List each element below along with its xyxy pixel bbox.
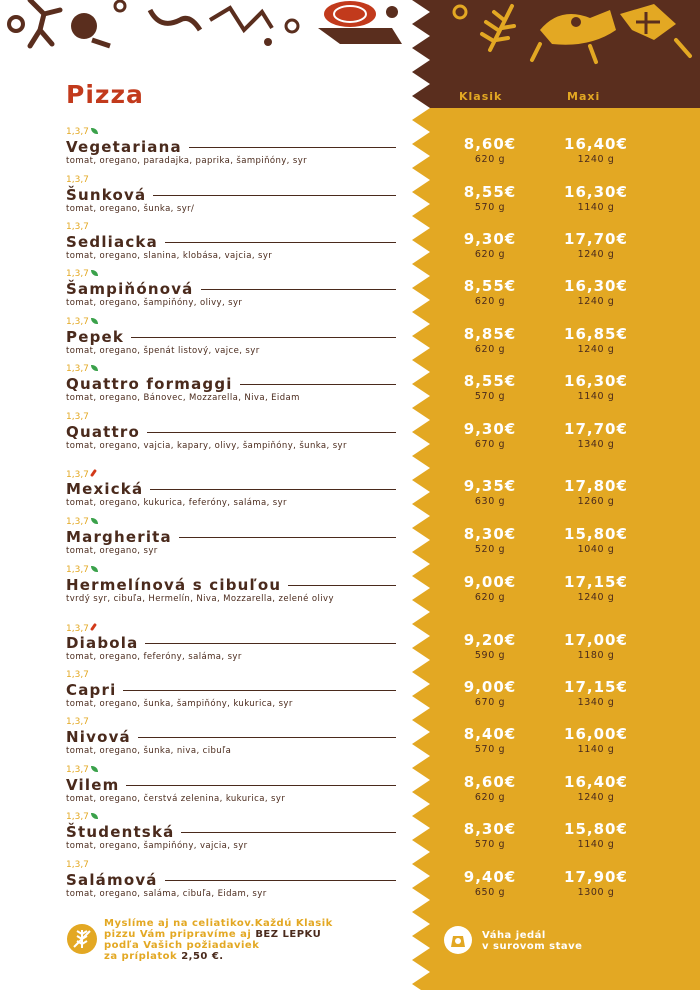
allergen-codes: 1,3,7 (66, 470, 89, 480)
maxi-price: 16,30€ (564, 277, 628, 295)
maxi-weight: 1300 g (577, 887, 615, 898)
pizza-name: Študentská (66, 823, 175, 841)
pizza-name: Mexická (66, 480, 144, 498)
klasik-weight: 620 g (474, 249, 506, 260)
pizza-ingredients: tomat, oregano, šampiňóny, olivy, syr (66, 298, 243, 308)
allergen-codes: 1,3,7 (66, 222, 89, 232)
dotted-leader (179, 537, 396, 538)
maxi-weight: 1240 g (577, 592, 615, 603)
maxi-price: 17,15€ (564, 678, 628, 696)
klasik-weight: 620 g (474, 344, 506, 355)
pizza-ingredients: tomat, oregano, čerstvá zelenina, kukurica, syr (66, 794, 286, 804)
weight-note (482, 930, 582, 952)
pizza-name: Vegetariana (66, 138, 182, 156)
allergens (66, 317, 410, 328)
allergen-codes: 1,3,7 (66, 175, 89, 185)
klasik-weight: 630 g (474, 496, 506, 507)
leaf-icon (91, 813, 98, 819)
pizza-name: Šampiňónová (66, 280, 194, 298)
dotted-leader (201, 289, 396, 290)
pizza-name: Nivová (66, 728, 131, 746)
allergen-codes: 1,3,7 (66, 670, 89, 680)
allergens (66, 175, 410, 186)
pizza-ingredients: tomat, oregano, šampiňóny, vajcia, syr (66, 841, 248, 851)
scale-icon (444, 926, 472, 954)
allergen-codes: 1,3,7 (66, 812, 89, 822)
klasik-weight: 620 g (474, 592, 506, 603)
allergens (66, 127, 410, 138)
klasik-price: 8,60€ (463, 773, 517, 791)
leaf-icon (91, 566, 98, 572)
leaf-icon (91, 766, 98, 772)
pizza-name: Diabola (66, 634, 139, 652)
klasik-price: 9,20€ (463, 631, 517, 649)
klasik-price: 8,40€ (463, 725, 517, 743)
maxi-weight: 1140 g (577, 839, 615, 850)
gluten-free-icon (67, 924, 97, 954)
maxi-price: 16,30€ (564, 183, 628, 201)
klasik-weight: 650 g (474, 887, 506, 898)
gluten-note-price: 2,50 €. (181, 951, 224, 962)
klasik-weight: 620 g (474, 154, 506, 165)
menu-item (66, 222, 410, 261)
allergens (66, 860, 410, 871)
dotted-leader (288, 585, 396, 586)
dotted-leader (165, 880, 396, 881)
klasik-weight: 570 g (474, 839, 506, 850)
maxi-weight: 1240 g (577, 296, 615, 307)
dotted-leader (150, 489, 396, 490)
pizza-ingredients: tomat, oregano, šunka, niva, cibuľa (66, 746, 232, 756)
allergen-codes: 1,3,7 (66, 765, 89, 775)
maxi-weight: 1260 g (577, 496, 615, 507)
maxi-weight: 1240 g (577, 344, 615, 355)
pizza-ingredients: tomat, oregano, Bánovec, Mozzarella, Niva, Eidam (66, 393, 300, 403)
allergens (66, 222, 410, 233)
allergen-codes: 1,3,7 (66, 364, 89, 374)
menu-item (66, 565, 410, 604)
menu-item (66, 717, 410, 756)
allergen-codes: 1,3,7 (66, 517, 89, 527)
dotted-leader (181, 832, 396, 833)
column-header-klasik: Klasik (459, 90, 503, 103)
maxi-weight: 1340 g (577, 697, 615, 708)
maxi-weight: 1340 g (577, 439, 615, 450)
gluten-note-line1: Myslíme aj na celiatikov.Každú Klasik (104, 918, 333, 929)
maxi-weight: 1180 g (577, 650, 615, 661)
pizza-name: Vilem (66, 776, 120, 794)
allergen-codes: 1,3,7 (66, 317, 89, 327)
pizza-name: Quattro formaggi (66, 375, 233, 393)
allergens (66, 565, 410, 576)
dotted-leader (165, 242, 396, 243)
allergens (66, 412, 410, 423)
maxi-weight: 1240 g (577, 249, 615, 260)
pizza-ingredients: tomat, oregano, saláma, cibuľa, Eidam, syr (66, 889, 267, 899)
allergens (66, 517, 410, 528)
klasik-price: 8,30€ (463, 525, 517, 543)
menu-item (66, 812, 410, 851)
menu-item (66, 765, 410, 804)
dotted-leader (123, 690, 396, 691)
klasik-weight: 590 g (474, 650, 506, 661)
maxi-price: 15,80€ (564, 820, 628, 838)
klasik-weight: 620 g (474, 792, 506, 803)
pizza-name: Pepek (66, 328, 125, 346)
maxi-price: 16,00€ (564, 725, 628, 743)
allergen-codes: 1,3,7 (66, 860, 89, 870)
column-header-maxi: Maxi (567, 90, 601, 103)
dotted-leader (138, 737, 396, 738)
klasik-price: 8,85€ (463, 325, 517, 343)
pizza-ingredients: tomat, oregano, šunka, syr/ (66, 204, 195, 214)
klasik-price: 9,35€ (463, 477, 517, 495)
maxi-weight: 1140 g (577, 744, 615, 755)
allergens (66, 765, 410, 776)
menu-item (66, 623, 410, 662)
allergens (66, 364, 410, 375)
leaf-icon (91, 128, 98, 134)
maxi-weight: 1240 g (577, 154, 615, 165)
allergen-codes: 1,3,7 (66, 717, 89, 727)
allergens (66, 269, 410, 280)
maxi-price: 17,80€ (564, 477, 628, 495)
leaf-icon (91, 318, 98, 324)
pizza-name: Sedliacka (66, 233, 158, 251)
allergens (66, 623, 410, 634)
klasik-weight: 570 g (474, 391, 506, 402)
tribal-decoration-left (0, 0, 420, 58)
pizza-name: Šunková (66, 186, 147, 204)
menu-item (66, 127, 410, 166)
allergen-codes: 1,3,7 (66, 624, 89, 634)
pizza-ingredients: tomat, oregano, syr (66, 546, 158, 556)
menu-item (66, 175, 410, 214)
menu-item (66, 269, 410, 308)
weight-note-line2: v surovom stave (482, 941, 583, 952)
allergens (66, 670, 410, 681)
dotted-leader (145, 643, 396, 644)
gluten-note-line4: za príplatok (104, 951, 182, 962)
maxi-price: 16,40€ (564, 773, 628, 791)
klasik-price: 8,55€ (463, 372, 517, 390)
maxi-price: 17,70€ (564, 230, 628, 248)
leaf-icon (91, 270, 98, 276)
klasik-price: 9,30€ (463, 420, 517, 438)
page-title: Pizza (66, 80, 144, 109)
klasik-price: 8,60€ (463, 135, 517, 153)
chili-icon (90, 623, 97, 631)
pizza-name: Quattro (66, 423, 140, 441)
klasik-weight: 670 g (474, 439, 506, 450)
dotted-leader (131, 337, 396, 338)
gluten-note-bold: BEZ LEPKU (255, 929, 322, 940)
menu-item (66, 317, 410, 356)
menu-item (66, 670, 410, 709)
allergen-codes: 1,3,7 (66, 127, 89, 137)
klasik-price: 9,00€ (463, 573, 517, 591)
pizza-name: Capri (66, 681, 117, 699)
pizza-ingredients: tomat, oregano, kukurica, feferóny, saláma, syr (66, 498, 287, 508)
maxi-price: 17,70€ (564, 420, 628, 438)
klasik-price: 8,55€ (463, 183, 517, 201)
gluten-note-line3: podľa Vašich požiadaviek (104, 940, 260, 951)
pizza-ingredients: tomat, oregano, slanina, klobása, vajcia, syr (66, 251, 273, 261)
klasik-price: 8,55€ (463, 277, 517, 295)
menu-item (66, 517, 410, 556)
klasik-weight: 520 g (474, 544, 506, 555)
chili-icon (90, 469, 97, 477)
klasik-weight: 620 g (474, 296, 506, 307)
tribal-decoration-right (440, 0, 700, 70)
maxi-weight: 1140 g (577, 202, 615, 213)
leaf-icon (91, 518, 98, 524)
weight-note-line1: Váha jedál (482, 930, 546, 941)
klasik-weight: 570 g (474, 744, 506, 755)
maxi-price: 17,15€ (564, 573, 628, 591)
maxi-price: 17,00€ (564, 631, 628, 649)
pizza-ingredients: tomat, oregano, šunka, šampiňóny, kukurica, syr (66, 699, 293, 709)
dotted-leader (240, 384, 396, 385)
pizza-name: Salámová (66, 871, 158, 889)
allergens (66, 717, 410, 728)
klasik-price: 8,30€ (463, 820, 517, 838)
maxi-price: 17,90€ (564, 868, 628, 886)
pizza-ingredients: tvrdý syr, cibuľa, Hermelín, Niva, Mozzarella, zelené olivy (66, 594, 334, 604)
pizza-name: Hermelínová s cibuľou (66, 576, 282, 594)
klasik-weight: 570 g (474, 202, 506, 213)
dotted-leader (147, 432, 396, 433)
maxi-weight: 1040 g (577, 544, 615, 555)
pizza-ingredients: tomat, oregano, feferóny, saláma, syr (66, 652, 242, 662)
pizza-ingredients: tomat, oregano, vajcia, kapary, olivy, šampiňóny, šunka, syr (66, 441, 347, 451)
pizza-ingredients: tomat, oregano, paradajka, paprika, šampiňóny, syr (66, 156, 308, 166)
dotted-leader (189, 147, 396, 148)
menu-item (66, 860, 410, 899)
allergen-codes: 1,3,7 (66, 412, 89, 422)
gluten-note-line2: pizzu Vám pripravíme aj (104, 929, 256, 940)
maxi-price: 15,80€ (564, 525, 628, 543)
allergens (66, 469, 410, 480)
menu-item (66, 412, 410, 451)
zigzag-edge (408, 0, 444, 990)
klasik-weight: 670 g (474, 697, 506, 708)
maxi-price: 16,85€ (564, 325, 628, 343)
menu-item (66, 469, 410, 508)
maxi-weight: 1240 g (577, 792, 615, 803)
maxi-price: 16,40€ (564, 135, 628, 153)
klasik-price: 9,30€ (463, 230, 517, 248)
allergens (66, 812, 410, 823)
dotted-leader (126, 785, 396, 786)
allergen-codes: 1,3,7 (66, 269, 89, 279)
leaf-icon (91, 365, 98, 371)
maxi-weight: 1140 g (577, 391, 615, 402)
klasik-price: 9,00€ (463, 678, 517, 696)
pizza-name: Margherita (66, 528, 172, 546)
klasik-price: 9,40€ (463, 868, 517, 886)
pizza-ingredients: tomat, oregano, špenát listový, vajce, syr (66, 346, 260, 356)
menu-item (66, 364, 410, 403)
allergen-codes: 1,3,7 (66, 565, 89, 575)
gluten-free-note (104, 918, 333, 962)
dotted-leader (153, 195, 396, 196)
maxi-price: 16,30€ (564, 372, 628, 390)
